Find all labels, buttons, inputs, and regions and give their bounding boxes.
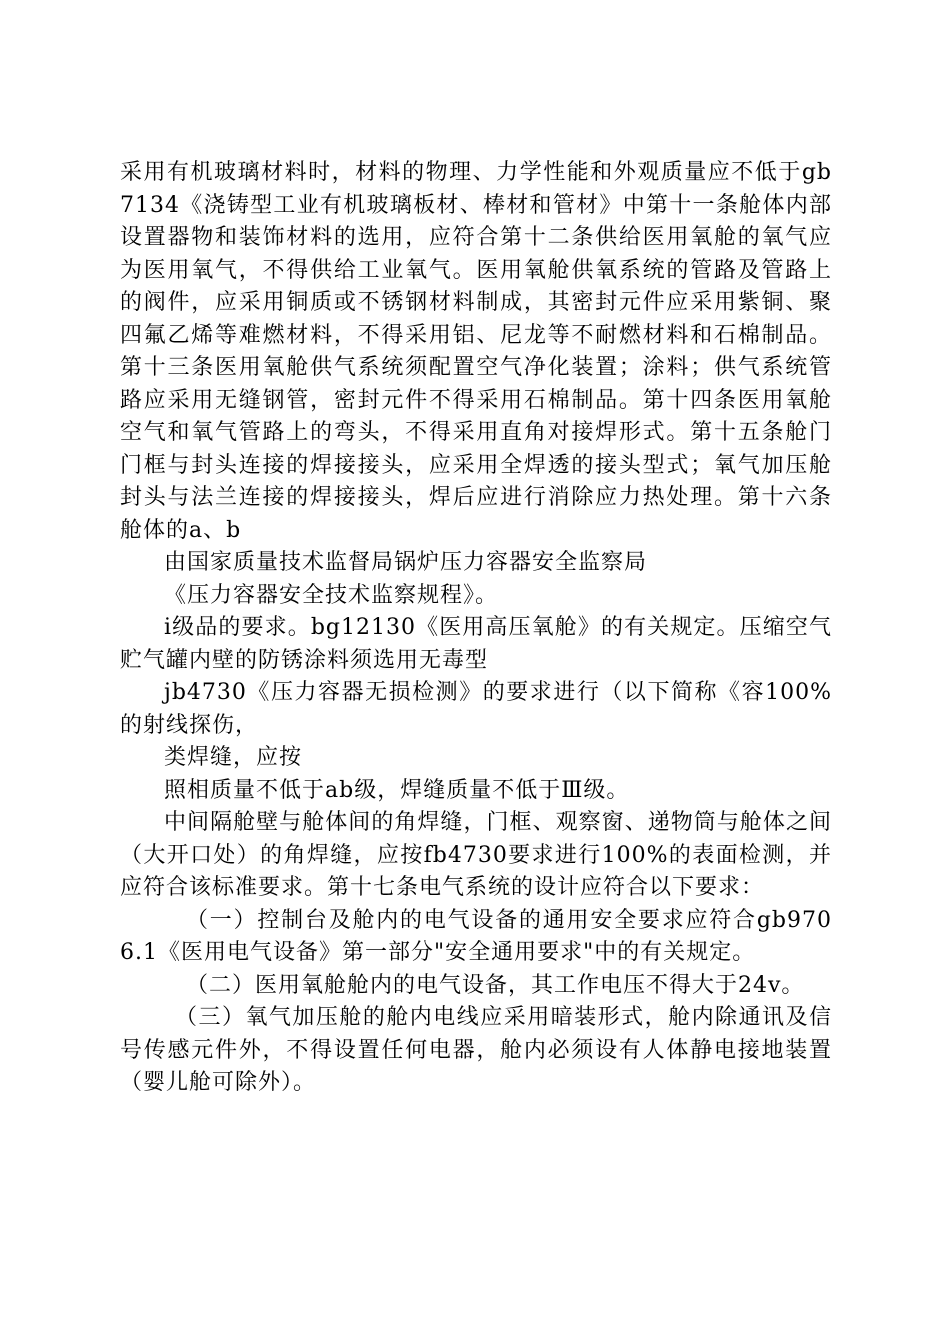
paragraph-1: 采用有机玻璃材料时，材料的物理、力学性能和外观质量应不低于gb7134《浇铸型工业有机玻璃板材、棒材和管材》中第十一条舱体内部设置器物和装饰材料的选用，应符合第十二条供给医用氧舱的氧气应为医用氧气，不得供给工业氧气。医用氧舱供氧系统的管路及管路上的阀件，应采用铜质或不锈钢材料制成，其密封元件应采用紫铜、聚四氟乙烯等难燃材料，不得采用铝、尼龙等不耐燃材料和石棉制品。第十三条医用氧舱供气系统须配置空气净化装置；涂料；供气系统管路应采用无缝钢管，密封元件不得采用石棉制品。第十四条医用氧舱空气和氧气管路上的弯头，不得采用直角对接焊形式。第十五条舱门门框与封头连接的焊接接头，应采用全焊透的接头型式；氧气加压舱封头与法兰连接的焊接接头，焊后应进行消除应力热处理。第十六条舱体的a、b <box>120 160 832 543</box>
paragraph-4: i级品的要求。bg12130《医用高压氧舱》的有关规定。压缩空气贮气罐内壁的防锈涂料须选用无毒型 <box>120 615 832 673</box>
paragraph-9: （一）控制台及舱内的电气设备的通用安全要求应符合gb9706.1《医用电气设备》第一部分"安全通用要求"中的有关规定。 <box>120 907 832 965</box>
paragraph-5: jb4730《压力容器无损检测》的要求进行（以下简称《容100%的射线探伤， <box>120 680 832 738</box>
paragraph-3: 《压力容器安全技术监察规程》。 <box>164 582 499 608</box>
paragraph-7: 照相质量不低于ab级，焊缝质量不低于Ⅲ级。 <box>164 777 630 803</box>
paragraph-6: 类焊缝，应按 <box>164 745 303 770</box>
paragraph-8: 中间隔舱壁与舱体间的角焊缝，门框、观察窗、递物筒与舱体之间（大开口处）的角焊缝，应按fb4730要求进行100%的表面检测，并应符合该标准要求。第十七条电气系统的设计应符合以下要求： <box>120 810 832 900</box>
paragraph-10: （二）医用氧舱舱内的电气设备，其工作电压不得大于24v。 <box>186 972 805 998</box>
paragraph-2: 由国家质量技术监督局锅炉压力容器安全监察局 <box>164 550 648 575</box>
paragraph-11: （三）氧气加压舱的舱内电线应采用暗装形式，舱内除通讯及信号传感元件外，不得设置任何电器，舱内必须设有人体静电接地装置（婴儿舱可除外）。 <box>120 1005 832 1095</box>
body-text <box>120 157 832 1100</box>
